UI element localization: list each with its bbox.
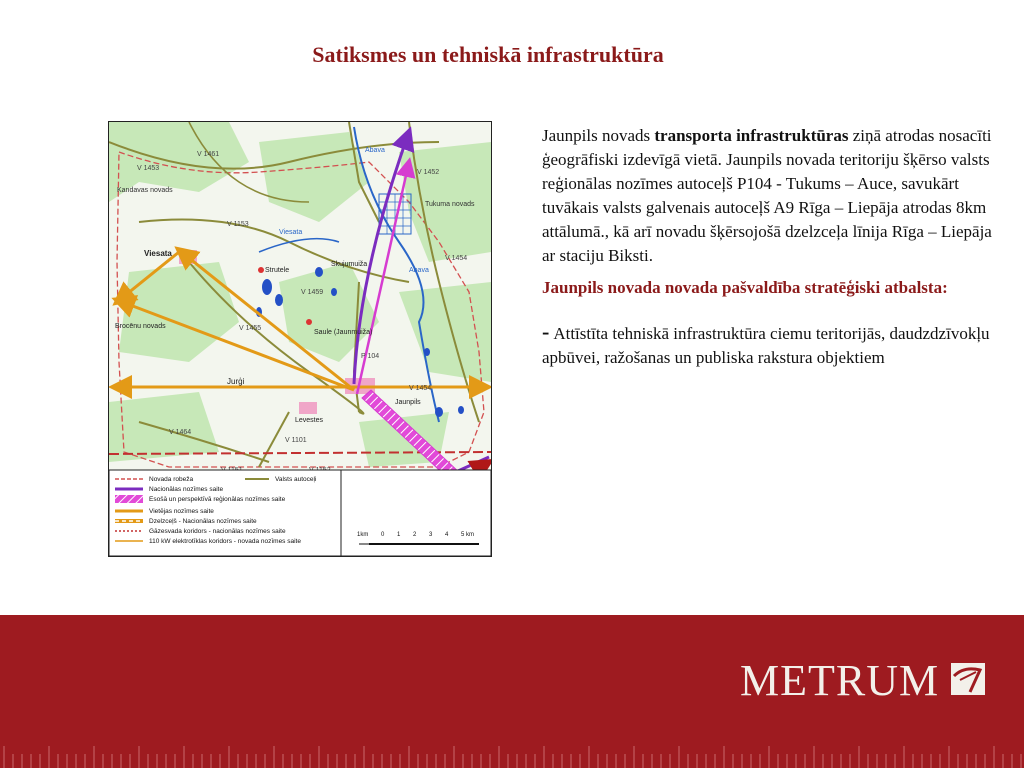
bullet-item (542, 320, 997, 370)
legend-item: Vietējas nozīmes saite (149, 508, 214, 515)
bullet-dash: - (542, 319, 550, 344)
map-svg (109, 122, 491, 556)
lake (424, 348, 430, 356)
road-label: V 1454 (445, 255, 468, 262)
intro-text-start: Jaunpils novads (542, 126, 655, 145)
lake (458, 406, 464, 414)
lake (435, 407, 443, 417)
infrastructure-map (108, 121, 492, 557)
scale-tick: 1 (397, 532, 401, 538)
text-column (542, 124, 997, 370)
legend-item: Dzelzceļš - Nacionālas nozīmes saite (149, 518, 257, 525)
scale-tick: 2 (413, 532, 417, 538)
support-heading: Jaunpils novada novada pašvaldība stratēģiski atbalsta: (542, 278, 948, 297)
legend-item: Esošā un perspektīvā reģionālas nozīmes saite (149, 496, 286, 503)
scale-tick: 3 (429, 532, 433, 538)
settlement-saule (306, 319, 312, 325)
label-kandavas: Kandavas novads (117, 187, 173, 194)
lake (262, 279, 272, 295)
road-label: V 1455 (239, 325, 262, 332)
scale-label: 1km (357, 532, 369, 538)
legend-item: Gāzesvada koridors - nacionālas nozīmes saite (149, 528, 286, 535)
road-label: V 1452 (417, 169, 440, 176)
label-viesata: Viesata (144, 249, 172, 258)
legend-item: Nacionālas nozīmes saite (149, 486, 224, 493)
settlement-levestes (299, 402, 317, 414)
road-label: V 1461 (197, 151, 220, 158)
road-label: V 1453 (137, 165, 160, 172)
scale-tick: 0 (381, 532, 385, 538)
metrum-logo-icon (950, 662, 986, 696)
page-title: Satiksmes un tehniskā infrastruktūra (312, 42, 664, 67)
lake (315, 267, 323, 277)
intro-paragraph (542, 124, 997, 268)
legend-item: 110 kW elektrotīklas koridors - novada nozīmes saite (149, 538, 301, 545)
legend-item: Novada robeža (149, 476, 194, 483)
label-skujumuiza: Skujumuiža (331, 261, 368, 268)
intro-text-bold: transporta infrastruktūras (654, 126, 849, 145)
legend-item: Valsts autoceļi (275, 476, 317, 483)
footer-ruler (0, 738, 1024, 768)
label-levestes: Levestes (295, 417, 324, 424)
label-strutele: Strutele (265, 267, 290, 274)
scale-tick: 5 km (461, 532, 475, 538)
river-label: Abava (365, 147, 385, 154)
label-tukuma: Tukuma novads (425, 201, 475, 208)
road-label: V 1464 (169, 429, 192, 436)
forest-patch (109, 392, 219, 462)
label-brocenu: Brocēnu novads (115, 323, 166, 330)
bullet-text: Attīstīta tehniskā infrastruktūra ciemu teritorijās, daudzdzīvokļu apbūvei, ražošanas un publiska rakstura objektiem (542, 324, 990, 367)
lake (275, 294, 283, 306)
label-jurgi: Jurģi (227, 377, 245, 386)
road-label: V 1101 (285, 437, 307, 444)
scale-tick: 4 (445, 532, 449, 538)
road-label: V 1459 (301, 289, 324, 296)
settlement-strutele (258, 267, 264, 273)
lake (331, 288, 337, 296)
metrum-logo: METRUM (740, 656, 940, 705)
river-label: Abava (409, 267, 429, 274)
road-label: V 1153 (227, 221, 249, 228)
river-label: Viesata (279, 229, 303, 236)
road-label: V 1454 (409, 385, 432, 392)
label-saule: Saule (Jaunmuiža) (314, 329, 373, 336)
label-jaunpils: Jaunpils (395, 399, 421, 406)
intro-text-end: ziņā atrodas nosacīti ģeogrāfiski izdevīgā vietā. Jaunpils novada teritoriju šķērso valsts reģionālas nozīmes autoceļš P104 - Tukums – Auce, savukārt tuvākais valsts galvenais autoceļš A9 Rīga – Liepāja atrodas 8km attālumā., kā arī novadu šķērsojošā dzelzceļa līnija Rīga – Liepāja ar staciju Biksti. (542, 126, 992, 265)
road-label: P 104 (361, 353, 380, 360)
